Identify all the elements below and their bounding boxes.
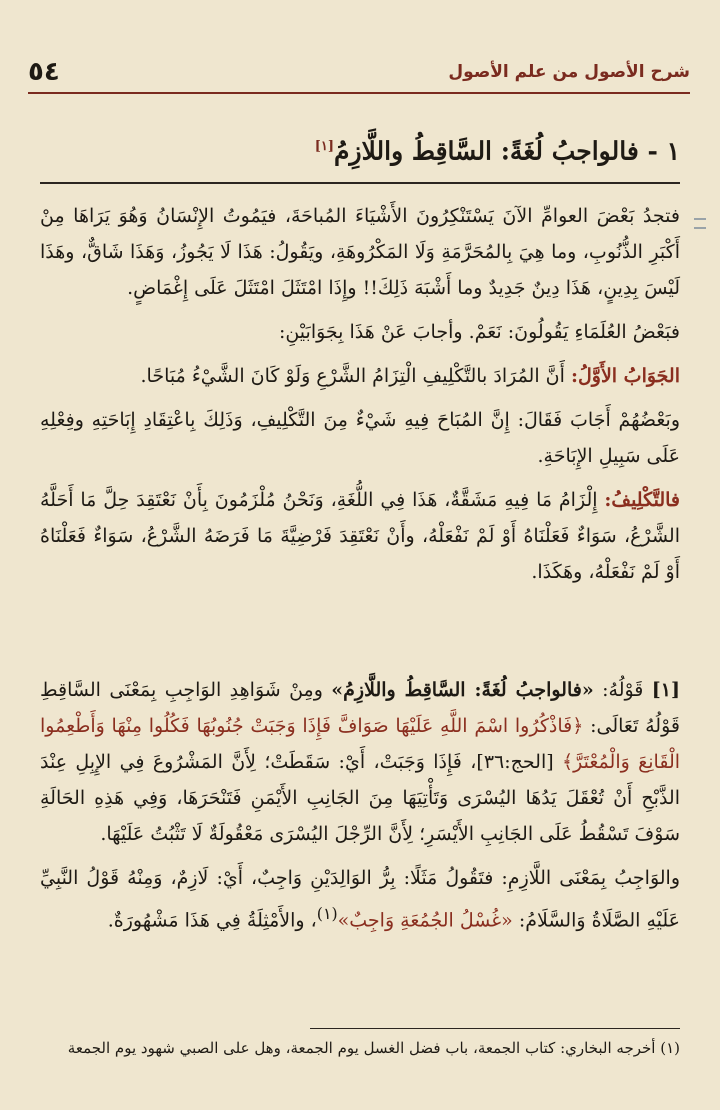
page-number: ٥٤ bbox=[28, 57, 60, 87]
paragraph bbox=[40, 672, 680, 852]
note-text: ، فَإِذَا وَجَبَتْ، أَيْ: سَقَطَتْ؛ لِأَنَّ المَشْرُوعَ فِي الإِبِلِ عِنْدَ الذَّبْحِ أَنْ تُعْقَلَ يَدُهَا اليُسْرَى وَتَأْتِيَهَا مِنَ الجَانِبِ الأَيْمَنِ فَتَنْحَرَهَا، وَفِي هَذِهِ الحَالَةِ سَوْفَ تَسْقُطُ عَلَى الجَانِبِ الأَيْسَرِ؛ لِأَنَّ الرِّجْلَ اليُسْرَى مَعْقُولَةٌ لَا تَثْبُتُ عَلَيْهَا. bbox=[40, 751, 680, 845]
verse-reference: [الحج:٣٦] bbox=[476, 751, 554, 773]
note-text: ، والأَمْثِلَةُ فِي هَذَا مَشْهُورَةٌ. bbox=[107, 909, 317, 932]
definition-label: فالتَّكْلِيفُ: bbox=[604, 489, 680, 511]
note-text: والوَاجِبُ بِمَعْنَى اللَّازِمِ: فتَقُولُ مَثَلًا: بِرُّ الوَالِدَيْنِ وَاجِبٌ، أَيْ: لَازِمٌ، وَمِنْهُ قَوْلُ النَّبِيِّ عَلَيْهِ الصَّلَاةُ وَالسَّلَامُ: bbox=[40, 867, 680, 932]
paragraph bbox=[40, 860, 680, 938]
paragraph bbox=[40, 482, 680, 590]
book-title: شرح الأصول من علم الأصول bbox=[448, 62, 690, 82]
hadith-footnote-ref: (١) bbox=[316, 904, 338, 923]
excerpt-text: ١ - فالواجبُ لُغَةً: السَّاقِطُ واللَّازِمُ bbox=[334, 136, 680, 166]
paragraph: وبَعْضُهُمْ أَجَابَ فَقَالَ: إِنَّ المُبَاحَ فِيهِ شَيْءٌ مِنَ التَّكْلِيفِ، وَذَلِكَ بِاعْتِقَادِ إِبَاحَتِهِ وفِعْلِهِ عَلَى سَبِيلِ الإِبَاحَةِ. bbox=[40, 409, 680, 467]
commentary-body bbox=[40, 198, 680, 598]
paragraph: فبَعْضُ العُلَمَاءِ يَقُولُونَ: نَعَمْ. وأجابَ عَنْ هَذَا بِجَوَابَيْنِ: bbox=[278, 321, 680, 343]
answer-text: أَنَّ المُرَادَ بالتَّكْلِيفِ الْتِزَامُ الشَّرْعِ وَلَوْ كَانَ الشَّيْءُ مُبَاحًا. bbox=[140, 365, 565, 387]
hadith-quote: «غُسْلُ الجُمُعَةِ وَاجِبٌ» bbox=[337, 909, 513, 932]
note-text: ومِنْ شَوَاهِدِ الوَاجِبِ بِمَعْنَى السَّاقِطِ قَوْلُهُ تَعَالَى: bbox=[40, 679, 680, 737]
footnote: (١) أخرجه البخاري: كتاب الجمعة، باب فضل الغسل يوم الجمعة، وهل على الصبي شهود يوم الجمعة bbox=[67, 1039, 680, 1057]
paragraph: فتجدُ بَعْضَ العوامِّ الآنَ يَسْتَنْكِرُونَ الأَشْيَاءَ المُباحَةَ، فيَمُوتُ الإِنْسَانُ وَهُوَ يَرَاهَا مِنْ أَكْبَرِ الذُّنُوبِ، وما هِيَ بِالمُحَرَّمَةِ وَلَا المَكْرُوهَةِ، ويَقُولُ: هَذَا لَا يَجُوزُ، وَهَذَا شَاقٌّ، وهَذَا لَيْسَ بِدِينٍ، هَذَا دِينٌ جَدِيدٌ وما أَشْبَهَ ذَلِكَ!! وإِذَا امْتَثَلَ امْتَثَلَ عَلَى إِغْمَاضٍ. bbox=[40, 205, 680, 299]
note-number: [١] bbox=[651, 679, 681, 701]
definition-text: إِلْزَامُ مَا فِيهِ مَشَقَّةٌ، هَذَا فِي اللُّغَةِ، وَنَحْنُ مُلْزَمُونَ بِأَنْ نَعْتَقِدَ حِلَّ مَا أَحَلَّهُ الشَّرْعُ، سَوَاءٌ فَعَلْنَاهُ أَوْ لَمْ نَفْعَلْهُ، وأَنْ نَعْتَقِدَ فَرْضِيَّةَ مَا فَرَضَهُ الشَّرْعُ، سَوَاءٌ فَعَلْنَاهُ أَوْ لَمْ نَفْعَلْهُ، وهَكَذَا. bbox=[40, 489, 680, 583]
note-quote: «فالواجبُ لُغَةً: السَّاقِطُ واللَّازِمُ» bbox=[331, 679, 594, 701]
margin-marker-icon bbox=[694, 218, 706, 229]
excerpt-divider bbox=[40, 182, 680, 184]
quran-verse: ﴿فَاذْكُرُوا اسْمَ اللَّهِ عَلَيْهَا صَوَافَّ فَإِذَا وَجَبَتْ جُنُوبُهَا فَكُلُوا مِنْهَا وَأَطْعِمُوا الْقَانِعَ وَالْمُعْتَرَّ﴾ bbox=[40, 715, 681, 773]
excerpt-reference: [١] bbox=[314, 139, 335, 154]
paragraph bbox=[40, 358, 680, 394]
footnote-divider bbox=[310, 1028, 680, 1029]
page-header bbox=[28, 54, 690, 90]
note-lead: قَوْلُهُ: bbox=[602, 679, 644, 701]
header-divider bbox=[28, 92, 690, 94]
commentary-note bbox=[40, 672, 680, 946]
answer-label: الجَوَابُ الأَوَّلُ: bbox=[570, 365, 680, 387]
matn-excerpt bbox=[40, 120, 680, 174]
